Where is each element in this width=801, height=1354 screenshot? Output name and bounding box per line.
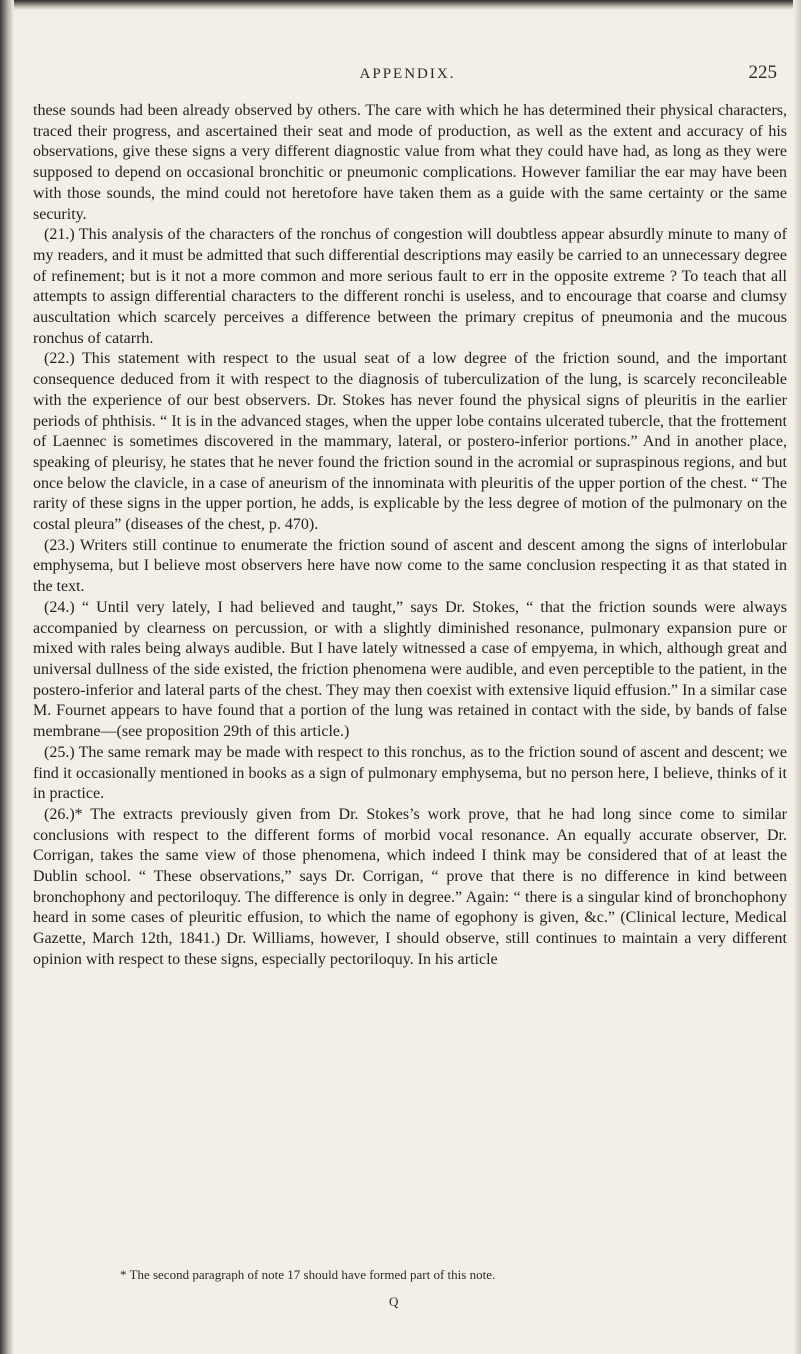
page-edge-shadow-top xyxy=(0,0,801,10)
running-head: APPENDIX. xyxy=(359,66,456,82)
signature-mark: Q xyxy=(389,1294,399,1309)
footnote: * The second paragraph of note 17 should have formed part of this note. xyxy=(120,1267,496,1282)
page-edge-shadow-left xyxy=(0,0,14,1354)
page-number: 225 xyxy=(748,62,777,83)
body-text xyxy=(33,101,787,971)
paragraph-continuation: these sounds had been already observed by others. The care with which he has determined their physical characters, traced their progress, and ascertained their seat and mode of production, as well as the extent and accuracy of his observations, give these signs a very different diagnostic value from what they could have had, as long as they were supposed to depend on occasional bronchitic or pneumonic complications. However familiar the ear may have been with those sounds, the mind could not heretofore have taken them as a guide with the same certainty or the same security. xyxy=(33,102,787,223)
paragraph-26: (26.)* The extracts previously given from Dr. Stokes’s work prove, that he had long since come to similar conclusions with respect to the different forms of morbid vocal resonance. An equally accurate observer, Dr. Corrigan, takes the same view of those phenomena, which indeed I think may be considered that of at least the Dublin school. “ These observations,” says Dr. Corrigan, “ prove that there is no difference in kind between bronchophony and pectoriloquy. The difference is only in degree.” Again: “ there is a singular kind of bronchophony heard in some cases of pleuritic effusion, to which the name of egophony is given, &c.” (Clinical lecture, Medical Gazette, March 12th, 1841.) Dr. Williams, however, I should observe, still continues to maintain a very different opinion with respect to these signs, especially pectoriloquy. In his article xyxy=(33,805,787,968)
paragraph-21: (21.) This analysis of the characters of the ronchus of congestion will doubtless appear absurdly minute to many of my readers, and it must be admitted that such differential descriptions may easily be carried to an unnecessary degree of refinement; but is it not a more common and more serious fault to err in the opposite extreme ? To teach that all attempts to assign differential characters to the different ronchi is useless, and to encourage that coarse and clumsy auscultation which scarcely perceives a difference between the primary crepitus of pneumonia and the mucous ronchus of catarrh. xyxy=(33,226,787,347)
page-edge-shadow-right xyxy=(793,0,801,1354)
page-header xyxy=(30,62,785,88)
paragraph-24: (24.) “ Until very lately, I had believed and taught,” says Dr. Stokes, “ that the friction sounds were always accompanied by clearness on percussion, or with a slightly diminished resonance, pulmonary expansion pure or mixed with rales being always audible. But I have lately witnessed a case of empyema, in which, although great and universal dullness of the side existed, the friction phenomena were audible, and even perceptible to the patient, in the postero-inferior and lateral parts of the chest. They may then coexist with extensive liquid effusion.” In a similar case M. Fournet appears to have found that a portion of the lung was retained in contact with the side, by bands of false membrane—(see proposition 29th of this article.) xyxy=(33,598,787,741)
paragraph-25: (25.) The same remark may be made with respect to this ronchus, as to the friction sound of ascent and descent; we find it occasionally mentioned in books as a sign of pulmonary emphysema, but no person here, I believe, thinks of it in practice. xyxy=(33,743,787,803)
paragraph-22: (22.) This statement with respect to the usual seat of a low degree of the friction sound, and the important consequence deduced from it with respect to the diagnosis of tuberculization of the lung, is scarcely reconcileable with the experience of our best observers. Dr. Stokes has never found the physical signs of pleuritis in the earlier periods of phthisis. “ It is in the advanced stages, when the upper lobe contains ulcerated tubercle, that the frottement of Laennec is sometimes discovered in the mammary, lateral, or postero-inferior portions.” And in another place, speaking of pleurisy, he states that he never found the friction sound in the acromial or supraspinous regions, and but once below the clavicle, in a case of aneurism of the innominata with pleuritis of the upper portion of the chest. “ The rarity of these signs in the upper portion, he adds, is explicable by the less degree of motion of the pulmonary on the costal pleura” (diseases of the chest, p. 470). xyxy=(33,350,787,534)
paragraph-23: (23.) Writers still continue to enumerate the friction sound of ascent and descent among the signs of interlobular emphysema, but I believe most observers here have now come to the same conclusion respecting it as that stated in the text. xyxy=(33,536,787,596)
